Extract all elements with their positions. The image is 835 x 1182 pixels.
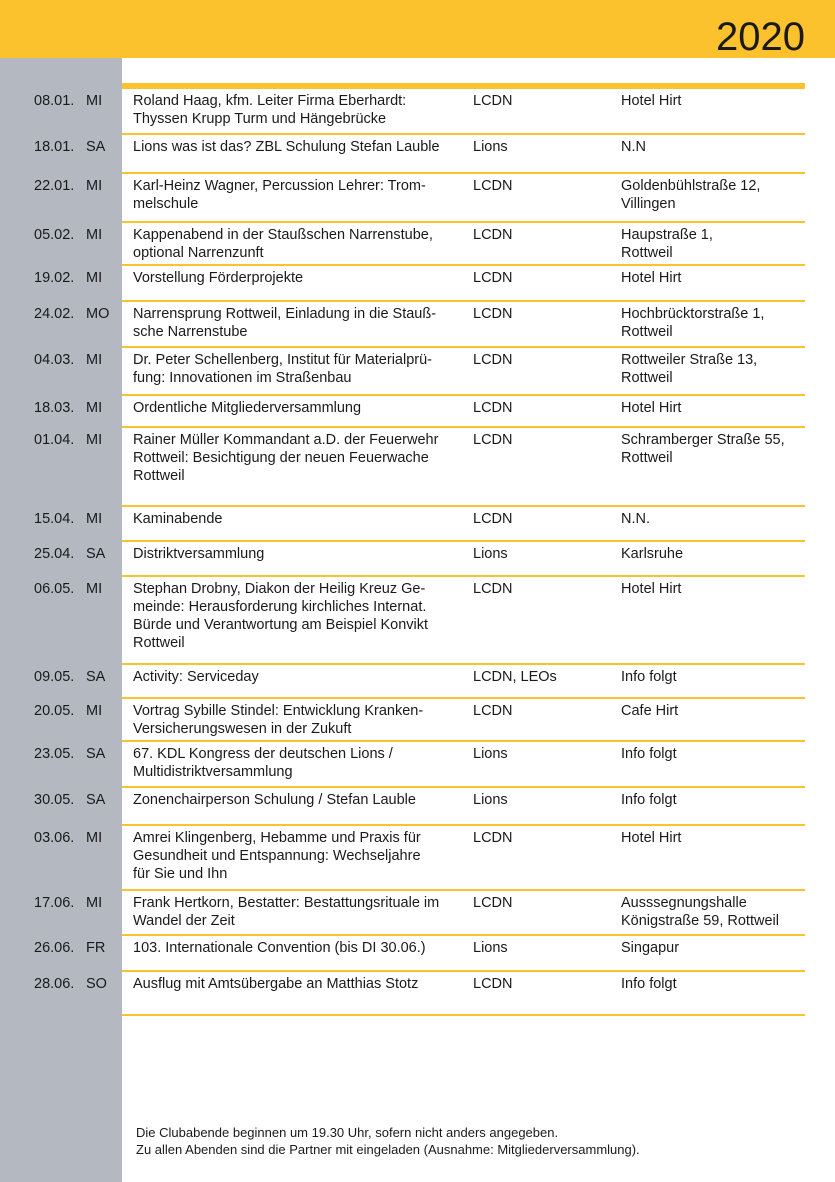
event-location xyxy=(621,545,811,563)
event-weekday: MI xyxy=(86,581,103,597)
event-location-line: Info folgt xyxy=(621,792,677,808)
event-location xyxy=(621,138,811,156)
event-location-line: Hotel Hirt xyxy=(621,93,682,109)
event-topic-line: melschule xyxy=(133,196,199,212)
event-location xyxy=(621,305,811,341)
event-topic xyxy=(133,745,463,781)
event-date: 08.01. xyxy=(34,93,75,109)
event-weekday: MI xyxy=(86,352,103,368)
event-topic xyxy=(133,791,463,809)
event-location xyxy=(621,894,811,930)
event-weekday: MI xyxy=(86,511,103,527)
event-topic-line: 103. Internationale Convention (bis DI 30.06.) xyxy=(133,940,426,956)
event-topic xyxy=(133,431,463,485)
event-organizer: LCDN xyxy=(473,581,513,597)
event-weekday: SO xyxy=(86,976,107,992)
event-organizer: Lions xyxy=(473,139,508,155)
event-organizer: LCDN xyxy=(473,306,513,322)
event-date: 20.05. xyxy=(34,703,75,719)
event-location xyxy=(621,829,811,847)
event-location-line: Rottweil xyxy=(621,324,673,340)
table-row xyxy=(0,542,805,577)
event-topic xyxy=(133,177,463,213)
table-row xyxy=(0,348,805,396)
event-location-line: Ausssegnungshalle xyxy=(621,895,747,911)
event-date: 01.04. xyxy=(34,432,75,448)
event-topic xyxy=(133,305,463,341)
event-location-line: N.N xyxy=(621,139,646,155)
event-location-line: Goldenbühlstraße 12, xyxy=(621,178,761,194)
event-location xyxy=(621,510,811,528)
event-topic xyxy=(133,269,463,287)
event-location-line: Info folgt xyxy=(621,976,677,992)
table-row xyxy=(0,891,805,936)
event-organizer: LCDN xyxy=(473,432,513,448)
event-topic-line: Vorstellung Förderprojekte xyxy=(133,270,304,286)
event-date: 18.01. xyxy=(34,139,75,155)
event-location-line: Karlsruhe xyxy=(621,546,684,562)
footnote xyxy=(136,1124,776,1158)
table-row xyxy=(0,89,805,135)
event-topic xyxy=(133,939,463,957)
event-location xyxy=(621,226,811,262)
event-location-line: Rottweil xyxy=(621,450,673,466)
event-organizer: LCDN xyxy=(473,511,513,527)
table-row xyxy=(0,174,805,223)
event-topic xyxy=(133,829,463,883)
event-location-line: Hotel Hirt xyxy=(621,270,682,286)
event-location xyxy=(621,177,811,213)
event-date: 19.02. xyxy=(34,270,75,286)
event-topic xyxy=(133,226,463,262)
event-location-line: Rottweil xyxy=(621,370,673,386)
event-weekday: MO xyxy=(86,306,110,322)
event-date: 18.03. xyxy=(34,400,75,416)
event-topic-line: Versicherungswesen in der Zukuft xyxy=(133,721,352,737)
event-topic-line: Roland Haag, kfm. Leiter Firma Eberhardt: xyxy=(133,93,407,109)
event-location xyxy=(621,92,811,110)
event-topic-line: Kaminabende xyxy=(133,511,223,527)
event-topic-line: Amrei Klingenberg, Hebamme und Praxis für xyxy=(133,830,421,846)
event-location xyxy=(621,399,811,417)
event-location xyxy=(621,580,811,598)
event-topic-line: Ordentliche Mitgliederversammlung xyxy=(133,400,362,416)
event-topic-line: Stephan Drobny, Diakon der Heilig Kreuz Ge- xyxy=(133,581,426,597)
event-location-line: Hotel Hirt xyxy=(621,581,682,597)
event-topic-line: Distriktversammlung xyxy=(133,546,265,562)
event-topic-line: Rainer Müller Kommandant a.D. der Feuerwehr xyxy=(133,432,439,448)
table-row xyxy=(0,396,805,428)
event-topic xyxy=(133,975,463,993)
event-topic xyxy=(133,545,463,563)
event-organizer: LCDN xyxy=(473,895,513,911)
event-date: 25.04. xyxy=(34,546,75,562)
event-date: 17.06. xyxy=(34,895,75,911)
event-location-line: Hochbrücktorstraße 1, xyxy=(621,306,765,322)
event-location-line: Schramberger Straße 55, xyxy=(621,432,785,448)
event-topic-line: fung: Innovationen im Straßenbau xyxy=(133,370,352,386)
event-location-line: Info folgt xyxy=(621,746,677,762)
event-location-line: N.N. xyxy=(621,511,650,527)
event-organizer: LCDN xyxy=(473,976,513,992)
event-topic xyxy=(133,668,463,686)
event-location-line: Singapur xyxy=(621,940,680,956)
event-topic-line: Dr. Peter Schellenberg, Institut für Materialprü- xyxy=(133,352,432,368)
event-date: 26.06. xyxy=(34,940,75,956)
event-location-line: Rottweiler Straße 13, xyxy=(621,352,758,368)
event-location-line: Villingen xyxy=(621,196,676,212)
event-organizer: Lions xyxy=(473,546,508,562)
event-weekday: SA xyxy=(86,746,106,762)
event-topic xyxy=(133,510,463,528)
table-row xyxy=(0,223,805,266)
event-organizer: LCDN, LEOs xyxy=(473,669,557,685)
event-organizer: LCDN xyxy=(473,352,513,368)
event-location xyxy=(621,351,811,387)
event-location xyxy=(621,431,811,467)
table-row xyxy=(0,742,805,788)
event-date: 30.05. xyxy=(34,792,75,808)
footnote-line-1: Die Clubabende beginnen um 19.30 Uhr, sofern nicht anders angegeben. xyxy=(136,1125,559,1140)
event-weekday: MI xyxy=(86,93,103,109)
table-row xyxy=(0,577,805,665)
event-topic xyxy=(133,351,463,387)
event-location-line: Hotel Hirt xyxy=(621,830,682,846)
event-weekday: SA xyxy=(86,139,106,155)
header-bar xyxy=(0,0,835,58)
event-organizer: LCDN xyxy=(473,703,513,719)
event-topic-line: Vortrag Sybille Stindel: Entwicklung Kranken- xyxy=(133,703,424,719)
event-location xyxy=(621,269,811,287)
table-row xyxy=(0,507,805,542)
table-row xyxy=(0,699,805,742)
event-location-line: Hotel Hirt xyxy=(621,400,682,416)
event-date: 06.05. xyxy=(34,581,75,597)
event-topic xyxy=(133,92,463,128)
event-location xyxy=(621,939,811,957)
table-row xyxy=(0,135,805,174)
event-topic xyxy=(133,702,463,738)
event-topic-line: Kappenabend in der Staußschen Narrenstube, xyxy=(133,227,433,243)
event-location xyxy=(621,745,811,763)
event-organizer: LCDN xyxy=(473,227,513,243)
event-topic-line: Rottweil xyxy=(133,468,185,484)
event-location-line: Königstraße 59, Rottweil xyxy=(621,913,779,929)
event-topic-line: meinde: Herausforderung kirchliches Internat. xyxy=(133,599,427,615)
event-organizer: LCDN xyxy=(473,93,513,109)
event-date: 23.05. xyxy=(34,746,75,762)
event-date: 04.03. xyxy=(34,352,75,368)
event-topic xyxy=(133,894,463,930)
event-weekday: SA xyxy=(86,792,106,808)
event-organizer: LCDN xyxy=(473,830,513,846)
event-topic-line: Frank Hertkorn, Bestatter: Bestattungsrituale im xyxy=(133,895,440,911)
event-topic-line: sche Narrenstube xyxy=(133,324,248,340)
event-weekday: MI xyxy=(86,830,103,846)
event-topic-line: Rottweil: Besichtigung der neuen Feuerwache xyxy=(133,450,429,466)
event-topic-line: Lions was ist das? ZBL Schulung Stefan Lauble xyxy=(133,139,440,155)
event-location xyxy=(621,975,811,993)
table-row xyxy=(0,826,805,891)
table-row xyxy=(0,936,805,972)
event-weekday: SA xyxy=(86,669,106,685)
event-location xyxy=(621,668,811,686)
event-organizer: Lions xyxy=(473,792,508,808)
event-date: 24.02. xyxy=(34,306,75,322)
event-weekday: MI xyxy=(86,895,103,911)
event-location xyxy=(621,791,811,809)
event-organizer: LCDN xyxy=(473,400,513,416)
event-date: 22.01. xyxy=(34,178,75,194)
event-location xyxy=(621,702,811,720)
event-date: 09.05. xyxy=(34,669,75,685)
event-weekday: MI xyxy=(86,400,103,416)
table-row xyxy=(0,266,805,302)
event-date: 28.06. xyxy=(34,976,75,992)
event-topic-line: Narrensprung Rottweil, Einladung in die Stauß- xyxy=(133,306,437,322)
event-weekday: MI xyxy=(86,270,103,286)
event-weekday: FR xyxy=(86,940,106,956)
event-date: 05.02. xyxy=(34,227,75,243)
event-location-line: Info folgt xyxy=(621,669,677,685)
table-row xyxy=(0,665,805,699)
event-topic xyxy=(133,580,463,652)
footnote-line-2: Zu allen Abenden sind die Partner mit eingeladen (Ausnahme: Mitgliederversammlung). xyxy=(136,1142,640,1157)
event-location-line: Cafe Hirt xyxy=(621,703,679,719)
event-topic-line: Bürde und Verantwortung am Beispiel Konvikt xyxy=(133,617,429,633)
event-location-line: Rottweil xyxy=(621,245,673,261)
event-date: 03.06. xyxy=(34,830,75,846)
event-organizer: Lions xyxy=(473,746,508,762)
event-organizer: Lions xyxy=(473,940,508,956)
event-organizer: LCDN xyxy=(473,178,513,194)
event-weekday: MI xyxy=(86,178,103,194)
event-topic-line: Wandel der Zeit xyxy=(133,913,235,929)
event-topic-line: für Sie und Ihn xyxy=(133,866,228,882)
event-table xyxy=(0,89,805,1016)
event-weekday: MI xyxy=(86,227,103,243)
event-topic-line: Thyssen Krupp Turm und Hängebrücke xyxy=(133,111,387,127)
table-row xyxy=(0,788,805,826)
event-organizer: LCDN xyxy=(473,270,513,286)
table-row xyxy=(0,972,805,1016)
event-date: 15.04. xyxy=(34,511,75,527)
event-topic-line: Multidistriktversammlung xyxy=(133,764,293,780)
year-title: 2020 xyxy=(716,15,805,59)
event-location-line: Haupstraße 1, xyxy=(621,227,713,243)
event-topic-line: optional Narrenzunft xyxy=(133,245,264,261)
event-topic xyxy=(133,399,463,417)
table-row xyxy=(0,428,805,507)
event-topic-line: Ausflug mit Amtsübergabe an Matthias Stotz xyxy=(133,976,419,992)
event-topic-line: Zonenchairperson Schulung / Stefan Lauble xyxy=(133,792,416,808)
event-topic-line: Karl-Heinz Wagner, Percussion Lehrer: Trom- xyxy=(133,178,426,194)
event-topic-line: Activity: Serviceday xyxy=(133,669,259,685)
event-topic-line: 67. KDL Kongress der deutschen Lions / xyxy=(133,746,393,762)
event-weekday: MI xyxy=(86,432,103,448)
event-topic-line: Rottweil xyxy=(133,635,185,651)
table-row xyxy=(0,302,805,348)
event-topic-line: Gesundheit und Entspannung: Wechseljahre xyxy=(133,848,421,864)
event-weekday: MI xyxy=(86,703,103,719)
event-topic xyxy=(133,138,463,156)
event-weekday: SA xyxy=(86,546,106,562)
